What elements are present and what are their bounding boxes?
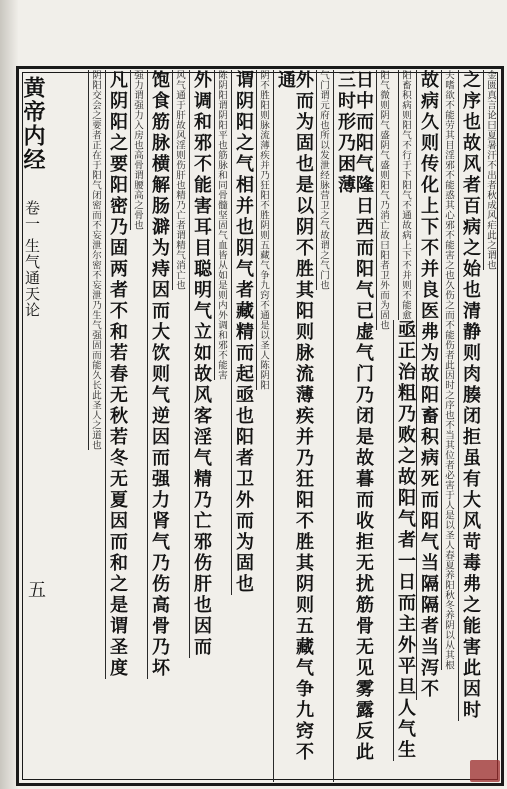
text-column: 不当其位者必害于人是以圣人春夏养阳秋冬养阴以从其根 [441,420,456,670]
text-column: 阴不胜阳则脉流薄疾并乃狂阳不胜阴则五藏气争九窍不通是以圣人陈阴阳 [256,70,271,390]
text-column: 阳气微则阴气盛阴气盛则阳气乃消亡故曰阳者卫外而为固也 [376,70,391,330]
text-column: 气门谓元府也所以发泄经脉营卫之气故谓之气门也 [316,70,331,290]
text-column: 夫嗜欲不能劳其目淫邪不能惑其心邪不能害之也久伤之而不能伤者此因时之序也 [441,70,456,420]
text-column: 日中而阳气隆日西而阳气已虚气门乃闭是故暮而收拒无扰筋骨无见雾露反此三时形乃困薄 [333,70,374,782]
text-columns [44,70,500,782]
text-column: 金匮真言论曰夏暑汗不出者秋成风疟此之谓也 [483,70,498,270]
text-column: 饱食筋脉横解肠澼为痔因而大饮则气逆因而强力肾气乃伤高骨乃坏 [149,70,170,679]
text-column: 陈阴阳谓阴阳平也筋脉和同骨髓坚固气血皆从如是则内外调和邪不能害 [214,70,229,380]
text-column: 谓阴阳之气相并也阴气者藏精而起亟也阳者卫外而为固也 [233,70,254,595]
chapter-heading: 卷一 生气通天论 [23,200,41,318]
text-column: 强力谓强力入房也高骨谓腰高之骨也 [130,70,145,230]
text-column: 阴阳交会之要者正在于阳气闭密而不妄泄尔密不妄泄乃生气强固而能久长此圣人之道也 [88,70,103,450]
text-column: 外而为固也是以阴不胜其阳则脉流薄疾并乃狂阳不胜其阴则五藏气争九窍不通 [273,70,314,782]
text-column: 阳畜积病则阳气不行于下阳气不通故病上下不并则不能愈 [398,70,413,320]
text-column: 之序也故风者百病之始也清静则肉腠闭拒虽有大风苛毒弗之能害此因时 [460,70,481,721]
page-number: 五 [25,580,46,598]
text-column: 故病久则传化上下不并良医弗为故阳畜积病死而阳气当隔隔者当泻不 [418,70,439,700]
seal-stamp [470,760,500,782]
text-column: 亟正治粗乃败之故阳气者一日而主外平旦人气生 [395,320,416,761]
text-column: 外调和邪不能害耳目聪明气立如故风客淫气精乃亡邪伤肝也因而 [191,70,212,658]
text-column: 凡阴阳之要阳密乃固两者不和若春无秋若冬无夏因而和之是谓圣度 [107,70,128,679]
text-column: 风气通于肝故风淫则伤肝也精乃亡者谓精气消亡也 [172,70,187,290]
book-title: 黄帝内经 [20,76,46,172]
